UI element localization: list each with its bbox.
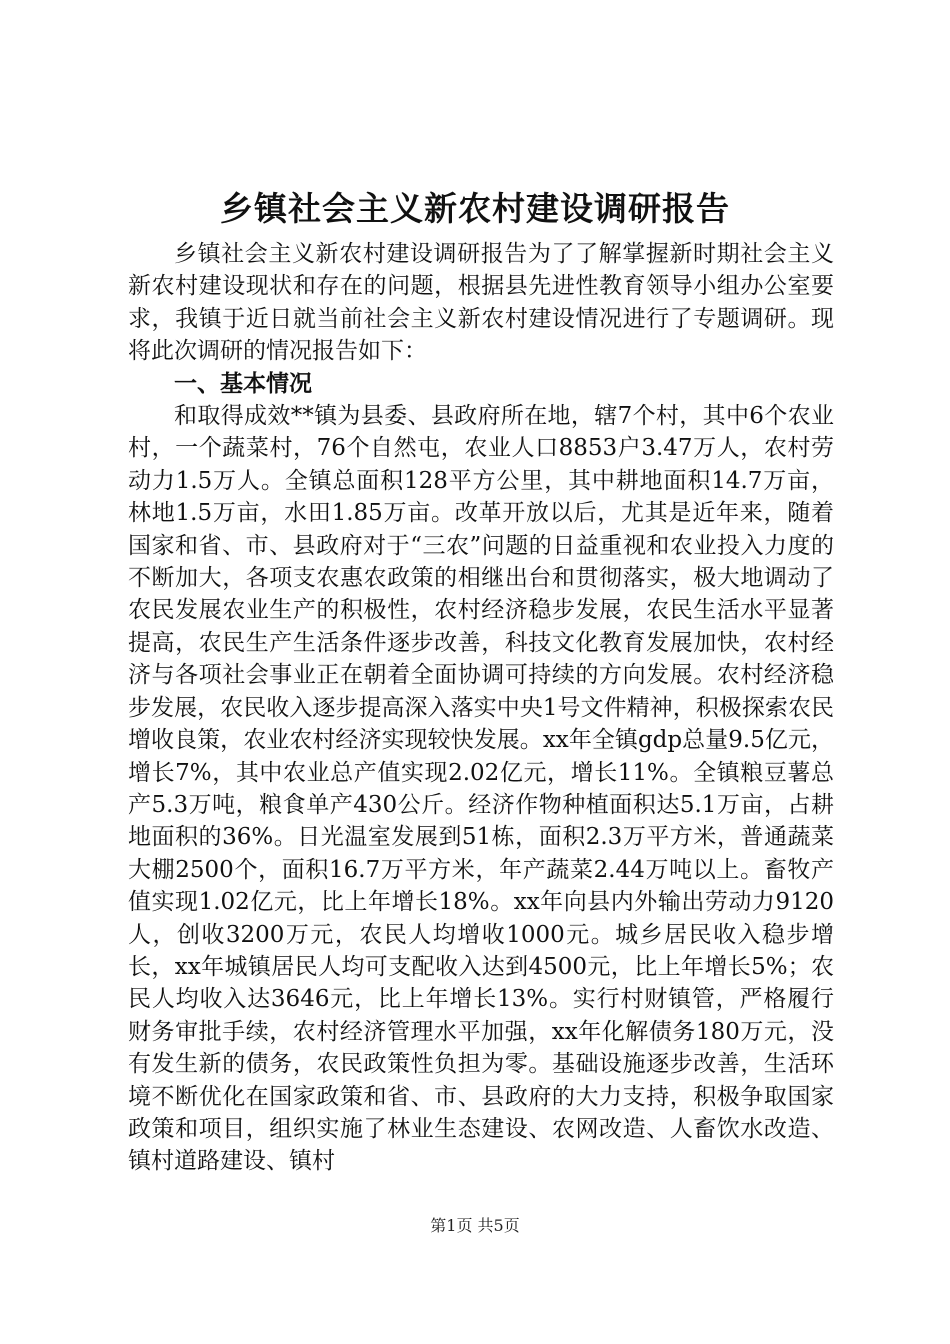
intro-paragraph: 乡镇社会主义新农村建设调研报告为了了解掌握新时期社会主义新农村建设现状和存在的问题，根据县先进性教育领导小组办公室要求，我镇于近日就当前社会主义新农村建设情况进行了专题调研。现将此次调研的情况报告如下： <box>128 241 834 365</box>
document-body <box>128 238 834 1178</box>
section-paragraph: 和取得成效**镇为县委、县政府所在地，辖7个村，其中6个农业村，一个蔬菜村，76个自然屯，农业人口8853户3.47万人，农村劳动力1.5万人。全镇总面积128平方公里，其中耕地面积14.7万亩，林地1.5万亩，水田1.85万亩。改革开放以后，尤其是近年来，随着国家和省、市、县政府对于“三农”问题的日益重视和农业投入力度的不断加大，各项支农惠农政策的相继出台和贯彻落实，极大地调动了农民发展农业生产的积极性，农村经济稳步发展，农民生活水平显著提高，农民生产生活条件逐步改善，科技文化教育发展加快，农村经济与各项社会事业正在朝着全面协调可持续的方向发展。农村经济稳步发展，农民收入逐步提高深入落实中央1号文件精神，积极探索农民增收良策，农业农村经济实现较快发展。xx年全镇gdp总量9.5亿元，增长7%，其中农业总产值实现2.02亿元，增长11%。全镇粮豆薯总产5.3万吨，粮食单产430公斤。经济作物种植面积达5.1万亩，占耕地面积的36%。日光温室发展到51栋，面积2.3万平方米，普通蔬菜大棚2500个，面积16.7万平方米，年产蔬菜2.44万吨以上。畜牧产值实现1.02亿元，比上年增长18%。xx年向县内外输出劳动力9120人，创收3200万元，农民人均增收1000元。城乡居民收入稳步增长，xx年城镇居民人均可支配收入达到4500元，比上年增长5%；农民人均收入达3646元，比上年增长13%。实行村财镇管，严格履行财务审批手续，农村经济管理水平加强，xx年化解债务180万元，没有发生新的债务，农民政策性负担为零。基础设施逐步改善，生活环境不断优化在国家政策和省、市、县政府的大力支持，积极争取国家政策和项目，组织实施了林业生态建设、农网改造、人畜饮水改造、镇村道路建设、镇村 <box>128 403 834 1175</box>
page-number-footer: 第1页 共5页 <box>430 1216 520 1235</box>
section-heading: 一、基本情况 <box>174 370 312 397</box>
document-title: 乡镇社会主义新农村建设调研报告 <box>220 189 730 228</box>
